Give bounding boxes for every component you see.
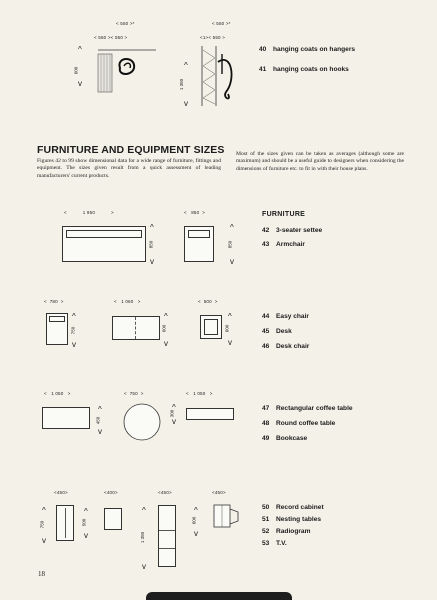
arrow-down-icon: v: [42, 536, 46, 545]
arrow-up-icon: ^: [142, 506, 146, 515]
figure-46-caption: 46 Desk chair: [262, 343, 310, 350]
arrow-down-icon: v: [164, 339, 168, 348]
figure-42-caption: 42 3-seater settee: [262, 227, 323, 234]
dim-label: <450>: [212, 490, 226, 495]
figure-41-caption: 41 hanging coats on hooks: [259, 66, 349, 73]
arrow-down-icon: v: [184, 99, 188, 108]
dim-label: 750: [70, 326, 76, 335]
figure-48-caption: 48 Round coffee table: [262, 420, 336, 427]
arrow-up-icon: ^: [150, 223, 154, 232]
dim-label: < 1 050 >: [44, 391, 71, 396]
coats-on-hooks-drawing: [198, 44, 240, 108]
intro-paragraph-right: Most of the sizes given can be taken as averages (although some are maximum) and should be a useful guide to designers when considering the dimensions of furniture etc. to fit in with their house plans.: [236, 151, 404, 172]
easy-chair-drawing: [46, 313, 68, 345]
dim-label: < 780 >: [44, 299, 64, 304]
arrow-up-icon: ^: [78, 45, 82, 54]
tv-drawing: [212, 503, 242, 531]
dim-label: 600: [73, 66, 79, 75]
desk-drawing: [112, 316, 160, 340]
dim-label: < 1 060 >: [114, 299, 141, 304]
arrow-down-icon: v: [98, 427, 102, 436]
arrow-up-icon: ^: [164, 312, 168, 321]
figure-40-caption: 40 hanging coats on hangers: [259, 46, 356, 53]
round-coffee-table-drawing: [122, 402, 162, 442]
figure-44-caption: 44 Easy chair: [262, 313, 309, 320]
radiogram-drawing: [158, 505, 176, 567]
arrow-up-icon: ^: [228, 312, 232, 321]
arrow-up-icon: ^: [172, 403, 176, 412]
rectangular-coffee-table-drawing: [42, 407, 90, 429]
arrow-down-icon: v: [72, 340, 76, 349]
dim-label: 850: [148, 240, 154, 249]
figure-51-caption: 51 Nesting tables: [262, 516, 322, 523]
dim-label: <450>: [158, 490, 172, 495]
figure-50-caption: 50 Record cabinet: [262, 504, 324, 511]
figure-45-caption: 45 Desk: [262, 328, 292, 335]
dim-label: < 550 >*: [116, 21, 135, 26]
arrow-up-icon: ^: [184, 61, 188, 70]
arrow-down-icon: v: [142, 562, 146, 571]
figure-47-caption: 47 Rectangular coffee table: [262, 405, 353, 412]
armchair-drawing: [184, 226, 214, 262]
settee-drawing: [62, 226, 146, 262]
dim-label: 300: [169, 409, 175, 418]
dim-label: <450>: [54, 490, 68, 495]
record-cabinet-drawing: [56, 505, 74, 541]
dim-label: 1 350: [140, 531, 146, 544]
dim-label: 500: [81, 518, 87, 527]
dim-label: < 1 050 >: [186, 391, 213, 396]
dim-label: < 1 950 >: [64, 210, 114, 215]
furniture-heading: FURNITURE: [262, 211, 306, 218]
arrow-down-icon: v: [84, 531, 88, 540]
dim-label: 1 350: [179, 78, 185, 91]
dim-label: 600: [161, 324, 167, 333]
dim-label: 850: [227, 240, 233, 249]
viewer-toolbar[interactable]: [146, 592, 292, 600]
dim-label: < 750 >: [124, 391, 144, 396]
arrow-up-icon: ^: [42, 506, 46, 515]
arrow-down-icon: v: [78, 79, 82, 88]
figure-49-caption: 49 Bookcase: [262, 435, 308, 442]
dim-label: < 550 >< 550 >: [94, 35, 128, 40]
dim-label: <400>: [104, 490, 118, 495]
dim-label: < 550 >*: [212, 21, 231, 26]
coats-on-hangers-drawing: [96, 46, 158, 96]
arrow-up-icon: ^: [72, 312, 76, 321]
arrow-up-icon: ^: [194, 506, 198, 515]
arrow-down-icon: v: [150, 257, 154, 266]
dim-label: 450: [95, 416, 101, 425]
arrow-up-icon: ^: [230, 223, 234, 232]
dim-label: 600: [224, 324, 230, 333]
section-title: FURNITURE AND EQUIPMENT SIZES: [37, 144, 225, 156]
figure-43-caption: 43 Armchair: [262, 241, 305, 248]
desk-chair-drawing: [200, 315, 222, 339]
figure-52-caption: 52 Radiogram: [262, 528, 311, 535]
bookcase-drawing: [186, 408, 234, 420]
dim-label: 750: [39, 520, 45, 529]
arrow-up-icon: ^: [98, 405, 102, 414]
page-number: 18: [38, 570, 45, 578]
arrow-down-icon: v: [194, 529, 198, 538]
dim-label: 600: [191, 516, 197, 525]
arrow-down-icon: v: [172, 417, 176, 426]
dim-label: < 850 >: [184, 210, 206, 215]
figure-53-caption: 53 T.V.: [262, 540, 287, 547]
arrow-down-icon: v: [230, 257, 234, 266]
dim-label: < 500 >: [198, 299, 218, 304]
arrow-down-icon: v: [228, 338, 232, 347]
intro-paragraph-left: Figures 42 to 99 show dimensional data for a wide range of furniture, fittings and equipment. The sizes given result from a quick assessment of leading manufacturers' current products.: [37, 158, 221, 179]
nesting-tables-drawing: [104, 508, 122, 530]
arrow-up-icon: ^: [84, 507, 88, 516]
dim-label: <1>< 550 >: [200, 35, 226, 40]
